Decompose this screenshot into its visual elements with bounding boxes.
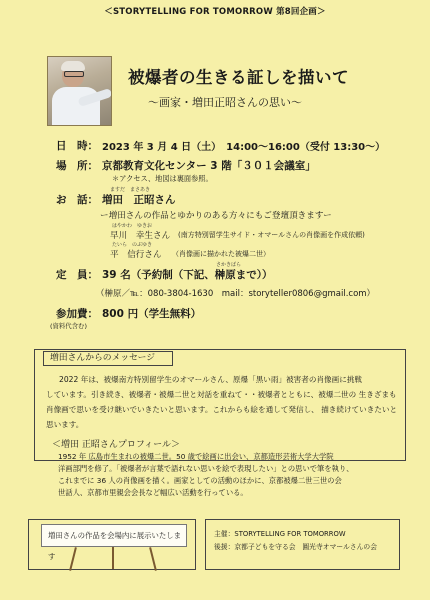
speaker-main: 増田 正昭さん bbox=[102, 194, 176, 206]
profile-line: これまでに 36 人の肖像画を描く。画家としての活動のほかに、京都被爆二世三世の会 bbox=[58, 476, 342, 485]
message-title: 増田さんからのメッセージ bbox=[43, 351, 173, 366]
fee-label: 参加費： bbox=[56, 308, 98, 320]
guest2-name: 平 信行さん bbox=[110, 250, 162, 260]
capacity-value: 39 名（予約制（下記、榊原まで）） bbox=[102, 269, 273, 281]
guest1-name: 早川 幸生さん bbox=[110, 231, 171, 241]
venue-value: 京都教育文化センター 3 階「３０１会議室」 bbox=[102, 160, 316, 172]
guest1-ruby: はやかわ ゆきお bbox=[112, 223, 153, 229]
speakers-label: お 話： bbox=[56, 194, 98, 206]
venue-note: ＊アクセス、地図は裏面参照。 bbox=[112, 174, 213, 183]
message-line: しています。引き続き、被爆者・被爆二世と対話を重ねて・・被爆者とともに、被爆二世の bbox=[46, 390, 357, 399]
profile-line: 1952 年 広島市生まれの被爆二世。50 歳で絵画に出会い、京都造形芸術大学大学院 bbox=[58, 452, 334, 461]
datetime-value: 2023 年 3 月 4 日（土） 14:00〜16:00（受付 13:30〜） bbox=[102, 142, 386, 153]
exhibit-notice: 増田さんの作品を会場内に展示いたします bbox=[41, 524, 187, 547]
supporting-organizations: 後援：京都子どもを守る会 圓光寺オマールさんの会 bbox=[214, 543, 377, 551]
fee-value: 800 円（学生無料） bbox=[102, 308, 202, 320]
guest1-note: (南方特別留学生サイド・オマールさんの肖像画を作成依頼) bbox=[178, 231, 365, 239]
sponsor-box bbox=[205, 519, 400, 570]
page-subtitle: 〜画家・増田正昭さんの思い〜 bbox=[148, 96, 302, 109]
speaker-main-ruby: ますだ まさあき bbox=[110, 187, 151, 193]
message-line: 描き続けていきたいと思います。 bbox=[46, 405, 398, 429]
easel-leg-icon bbox=[112, 547, 114, 569]
speakers-desc: ー増田さんの作品とゆかりのある方々にもご登壇頂きますー bbox=[100, 211, 332, 221]
photo-hair bbox=[61, 61, 85, 71]
capacity-label: 定 員： bbox=[56, 269, 98, 281]
capacity-ruby: さかきばら bbox=[216, 262, 242, 268]
message-line: 生きざまも肖像画で思いを受け継いでいきたいと思います。これからも絵を通して発信し、 bbox=[46, 390, 397, 414]
profile-line: 洋画部門を修了。「被爆者が言葉で語れない思いを絵で表現したい」との思いで筆を執り、 bbox=[58, 464, 354, 473]
fee-note: (資料代含む) bbox=[50, 322, 87, 330]
artist-photo bbox=[47, 56, 112, 126]
guest2-ruby: たいら のぶゆき bbox=[112, 242, 153, 248]
contact-info: （榊原／℡：080-3804-1630 mail：storyteller0806@gmail.com） bbox=[96, 289, 376, 299]
page-title: 被爆者の生きる証しを描いて bbox=[128, 68, 349, 87]
host-organization: 主催：STORYTELLING FOR TOMORROW bbox=[214, 530, 346, 538]
message-text bbox=[46, 372, 401, 432]
datetime-label: 日 時： bbox=[56, 140, 98, 152]
profile-text bbox=[58, 451, 408, 499]
profile-title: ＜増田 正昭さんプロフィール＞ bbox=[52, 440, 180, 450]
guest2-note: （肖像画に描かれた被爆二世） bbox=[172, 250, 270, 258]
profile-line: 世話人、京都市里親会会長など幅広い活動を行っている。 bbox=[58, 488, 248, 497]
message-line: 2022 年は、被爆南方特別留学生のオマールさん、原爆「黒い雨」被害者の肖像画に挑戦 bbox=[59, 375, 363, 384]
photo-glasses bbox=[64, 71, 84, 77]
event-series-banner: ＜STORYTELLING FOR TOMORROW 第8回企画＞ bbox=[104, 7, 326, 17]
venue-label: 場 所： bbox=[56, 160, 98, 172]
